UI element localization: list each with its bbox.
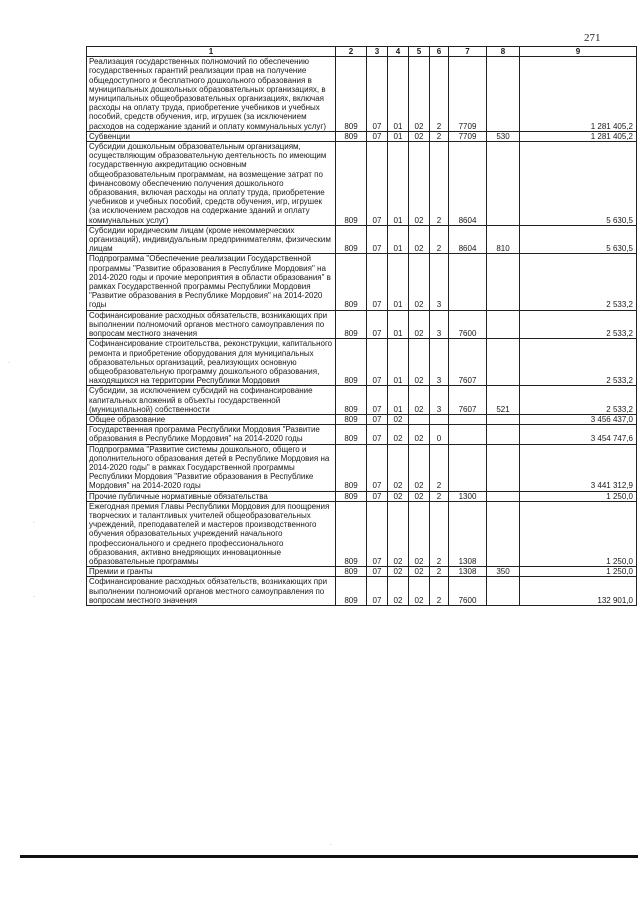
- amount-cell: 1 250,0: [520, 567, 637, 577]
- code-cell: 809: [336, 386, 367, 415]
- code-cell: 530: [487, 131, 520, 141]
- code-cell: 7709: [449, 57, 487, 132]
- table-body: [87, 57, 637, 606]
- code-cell: 07: [367, 444, 388, 491]
- code-cell: 809: [336, 414, 367, 424]
- code-cell: [449, 254, 487, 310]
- row-name-cell: Общее образование: [87, 414, 336, 424]
- column-header: 7: [449, 47, 487, 57]
- code-cell: [430, 414, 449, 424]
- column-header: 4: [388, 47, 409, 57]
- table-row: [87, 425, 637, 444]
- code-cell: [487, 142, 520, 226]
- code-cell: 1308: [449, 567, 487, 577]
- code-cell: 07: [367, 57, 388, 132]
- code-cell: 02: [388, 567, 409, 577]
- code-cell: 809: [336, 225, 367, 254]
- amount-cell: 1 281 405,2: [520, 57, 637, 132]
- amount-cell: 3 441 312,9: [520, 444, 637, 491]
- column-header: 8: [487, 47, 520, 57]
- row-name-cell: Субсидии, за исключением субсидий на софинансирование капитальных вложений в объекты государственной (муниципальной) собственности: [87, 386, 336, 415]
- code-cell: 2: [430, 131, 449, 141]
- budget-table: [86, 46, 637, 606]
- code-cell: 521: [487, 386, 520, 415]
- code-cell: 01: [388, 310, 409, 339]
- column-header: 2: [336, 47, 367, 57]
- margin-mark: ·: [33, 594, 35, 600]
- code-cell: 2: [430, 491, 449, 501]
- code-cell: 2: [430, 142, 449, 226]
- code-cell: 809: [336, 142, 367, 226]
- code-cell: 809: [336, 57, 367, 132]
- code-cell: [409, 414, 430, 424]
- code-cell: 02: [409, 339, 430, 386]
- code-cell: 1308: [449, 501, 487, 566]
- margin-mark: ·: [33, 520, 35, 526]
- code-cell: 3: [430, 339, 449, 386]
- code-cell: [487, 254, 520, 310]
- code-cell: 07: [367, 131, 388, 141]
- code-cell: 07: [367, 425, 388, 444]
- code-cell: 7709: [449, 131, 487, 141]
- code-cell: [487, 310, 520, 339]
- amount-cell: 1 281 405,2: [520, 131, 637, 141]
- amount-cell: 132 901,0: [520, 577, 637, 606]
- code-cell: 2: [430, 225, 449, 254]
- code-cell: 2: [430, 444, 449, 491]
- code-cell: 01: [388, 57, 409, 132]
- amount-cell: 1 250,0: [520, 501, 637, 566]
- page-bottom-rule: [20, 855, 638, 858]
- amount-cell: 5 630,5: [520, 225, 637, 254]
- amount-cell: 1 250,0: [520, 491, 637, 501]
- code-cell: 01: [388, 131, 409, 141]
- code-cell: 07: [367, 386, 388, 415]
- code-cell: 02: [388, 491, 409, 501]
- code-cell: 02: [409, 254, 430, 310]
- code-cell: 02: [388, 414, 409, 424]
- row-name-cell: Подпрограмма "Развитие системы дошкольного, общего и дополнительного образования детей в Республике Мордовия на 2014-2020 годы" в рамках Государственной программы Республики Мордовия "Развитие образования в Республике Мордовия" на 2014-2020 годы: [87, 444, 336, 491]
- code-cell: [487, 501, 520, 566]
- code-cell: 02: [409, 310, 430, 339]
- code-cell: 02: [409, 425, 430, 444]
- code-cell: 02: [409, 577, 430, 606]
- code-cell: 02: [409, 501, 430, 566]
- code-cell: 02: [409, 386, 430, 415]
- amount-cell: 2 533,2: [520, 310, 637, 339]
- code-cell: 7600: [449, 310, 487, 339]
- code-cell: [449, 414, 487, 424]
- code-cell: 07: [367, 339, 388, 386]
- table-row: [87, 131, 637, 141]
- code-cell: 809: [336, 577, 367, 606]
- code-cell: 810: [487, 225, 520, 254]
- code-cell: [487, 57, 520, 132]
- code-cell: 07: [367, 142, 388, 226]
- code-cell: 7607: [449, 386, 487, 415]
- code-cell: [487, 414, 520, 424]
- amount-cell: 3 456 437,0: [520, 414, 637, 424]
- code-cell: 809: [336, 310, 367, 339]
- code-cell: 01: [388, 386, 409, 415]
- code-cell: 02: [388, 577, 409, 606]
- row-name-cell: Государственная программа Республики Мордовия "Развитие образования в Республике Мордовия" на 2014-2020 годы: [87, 425, 336, 444]
- table-header-row: [87, 47, 637, 57]
- code-cell: 809: [336, 444, 367, 491]
- code-cell: 809: [336, 254, 367, 310]
- column-header: 9: [520, 47, 637, 57]
- code-cell: 350: [487, 567, 520, 577]
- margin-mark: ·: [330, 842, 332, 848]
- code-cell: 3: [430, 310, 449, 339]
- column-header: 1: [87, 47, 336, 57]
- code-cell: 2: [430, 501, 449, 566]
- code-cell: 2: [430, 577, 449, 606]
- code-cell: 02: [409, 131, 430, 141]
- code-cell: 02: [388, 501, 409, 566]
- code-cell: 02: [409, 57, 430, 132]
- code-cell: 02: [409, 491, 430, 501]
- code-cell: [449, 444, 487, 491]
- code-cell: 07: [367, 254, 388, 310]
- row-name-cell: Субвенции: [87, 131, 336, 141]
- table-row: [87, 567, 637, 577]
- amount-cell: 5 630,5: [520, 142, 637, 226]
- amount-cell: 2 533,2: [520, 254, 637, 310]
- code-cell: 7607: [449, 339, 487, 386]
- code-cell: 809: [336, 425, 367, 444]
- code-cell: 07: [367, 501, 388, 566]
- page-number: 271: [584, 32, 601, 44]
- row-name-cell: Ежегодная премия Главы Республики Мордовия для поощрения творческих и талантливых учителей общеобразовательных учреждений, преподавателей и мастеров производственного обучения образовательных учреждений начального профессионального и среднего профессионального образования, активно внедряющих инновационные образовательные программы: [87, 501, 336, 566]
- code-cell: 02: [409, 142, 430, 226]
- row-name-cell: Премии и гранты: [87, 567, 336, 577]
- table-row: [87, 386, 637, 415]
- code-cell: 01: [388, 225, 409, 254]
- code-cell: 8604: [449, 225, 487, 254]
- code-cell: 7600: [449, 577, 487, 606]
- table-row: [87, 310, 637, 339]
- code-cell: 02: [388, 425, 409, 444]
- code-cell: 2: [430, 567, 449, 577]
- code-cell: 809: [336, 491, 367, 501]
- row-name-cell: Прочие публичные нормативные обязательства: [87, 491, 336, 501]
- code-cell: 02: [409, 444, 430, 491]
- table-row: [87, 225, 637, 254]
- code-cell: 02: [388, 444, 409, 491]
- table-row: [87, 444, 637, 491]
- row-name-cell: Софинансирование расходных обязательств, возникающих при выполнении полномочий органов местного самоуправления по вопросам местного значения: [87, 310, 336, 339]
- amount-cell: 3 454 747,6: [520, 425, 637, 444]
- code-cell: 02: [409, 225, 430, 254]
- row-name-cell: Реализация государственных полномочий по обеспечению государственных гарантий реализации прав на получение общедоступного и бесплатного дошкольного образования в муниципальных дошкольных образовательных организациях, в муниципальных общеобразовательных организациях, включая расходы на оплату труда, приобретение учебников и учебных пособий, средств обучения, игр, игрушек (за исключением расходов на содержание зданий и оплату коммунальных услуг): [87, 57, 336, 132]
- code-cell: 809: [336, 131, 367, 141]
- code-cell: 01: [388, 142, 409, 226]
- code-cell: 2: [430, 57, 449, 132]
- code-cell: 07: [367, 577, 388, 606]
- column-header: 6: [430, 47, 449, 57]
- code-cell: [487, 425, 520, 444]
- amount-cell: 2 533,2: [520, 339, 637, 386]
- table-row: [87, 414, 637, 424]
- table-row: [87, 501, 637, 566]
- code-cell: [487, 444, 520, 491]
- row-name-cell: Подпрограмма "Обеспечение реализации Государственной программы "Развитие образования в Республике Мордовия" на 2014-2020 годы и прочие мероприятия в области образования" в рамках Государственной программы Республики Мордовия "Развитие образования в Республике Мордовия" на 2014-2020 годы: [87, 254, 336, 310]
- code-cell: [487, 491, 520, 501]
- code-cell: 3: [430, 386, 449, 415]
- row-name-cell: Субсидии юридическим лицам (кроме некоммерческих организаций), индивидуальным предпринимателям, физическим лицам: [87, 225, 336, 254]
- code-cell: 07: [367, 310, 388, 339]
- code-cell: [449, 425, 487, 444]
- code-cell: 07: [367, 567, 388, 577]
- row-name-cell: Субсидии дошкольным образовательным организациям, осуществляющим образовательную деятельность по имеющим государственную аккредитацию основным общеобразовательным программам, на возмещение затрат по финансовому обеспечению получения дошкольного образования, включая расходы на оплату труда, приобретение учебников и учебных пособий, средств обучения, игр, игрушек (за исключением расходов на содержание зданий и оплату коммунальных услуг): [87, 142, 336, 226]
- code-cell: 809: [336, 501, 367, 566]
- code-cell: [487, 577, 520, 606]
- table-row: [87, 491, 637, 501]
- code-cell: 07: [367, 491, 388, 501]
- code-cell: [487, 339, 520, 386]
- margin-mark: ·: [8, 360, 10, 366]
- row-name-cell: Софинансирование расходных обязательств, возникающих при выполнении полномочий органов местного самоуправления по вопросам местного значения: [87, 577, 336, 606]
- code-cell: 809: [336, 567, 367, 577]
- code-cell: 0: [430, 425, 449, 444]
- code-cell: 8604: [449, 142, 487, 226]
- table-row: [87, 339, 637, 386]
- table-row: [87, 57, 637, 132]
- code-cell: 01: [388, 254, 409, 310]
- code-cell: 02: [409, 567, 430, 577]
- table-row: [87, 254, 637, 310]
- code-cell: 809: [336, 339, 367, 386]
- amount-cell: 2 533,2: [520, 386, 637, 415]
- table-row: [87, 577, 637, 606]
- code-cell: 3: [430, 254, 449, 310]
- code-cell: 07: [367, 225, 388, 254]
- row-name-cell: Софинансирование строительства, реконструкции, капитального ремонта и приобретение оборудования для муниципальных образовательных организаций, реализующих основную общеобразовательную программу дошкольного образования, находящихся на территории Республики Мордовия: [87, 339, 336, 386]
- column-header: 3: [367, 47, 388, 57]
- code-cell: 07: [367, 414, 388, 424]
- column-header: 5: [409, 47, 430, 57]
- code-cell: 1300: [449, 491, 487, 501]
- table-row: [87, 142, 637, 226]
- code-cell: 01: [388, 339, 409, 386]
